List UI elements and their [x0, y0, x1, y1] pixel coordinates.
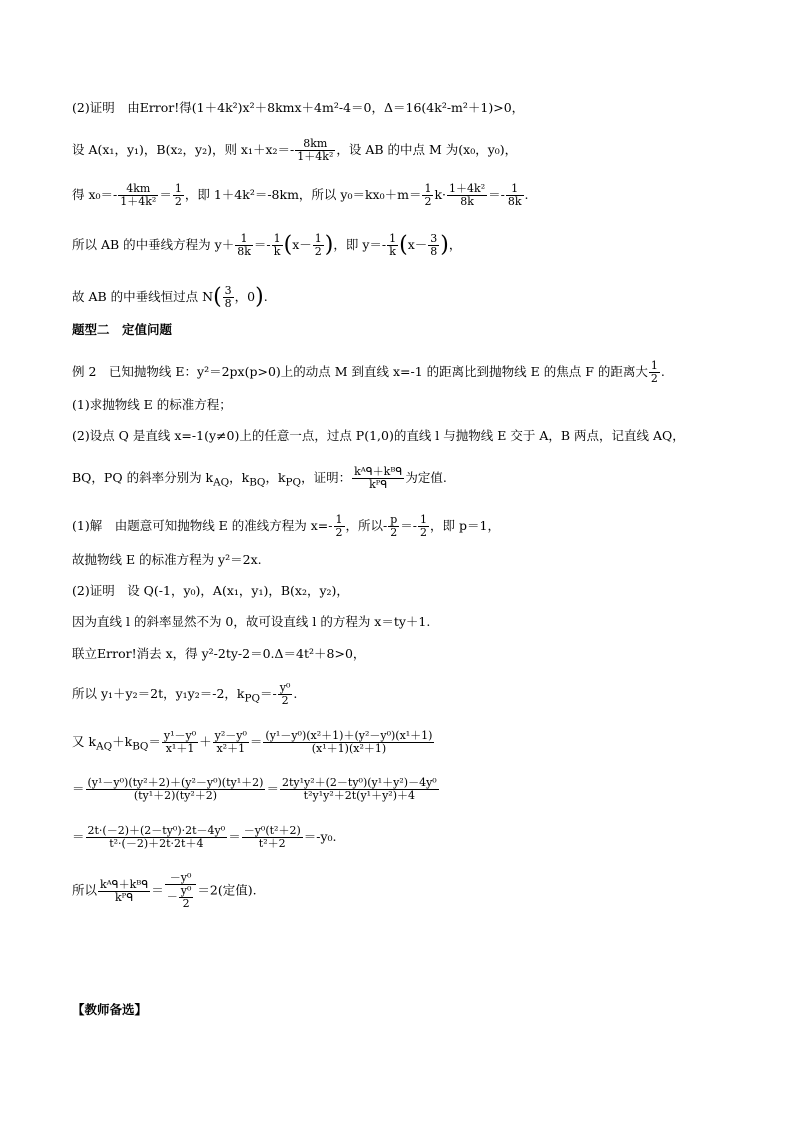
fraction [263, 730, 434, 755]
left-paren: ( [213, 284, 222, 310]
denominator: t²y¹y²＋2t(y¹＋y²)＋4 [303, 789, 415, 802]
solution-2-line-1 [72, 583, 349, 599]
denominator: k [389, 245, 396, 258]
denominator: 2 [174, 195, 182, 208]
text: (1)求抛物线 E 的标准方程； [72, 397, 232, 412]
denominator: t²·(－2)＋2t·2t＋4 [109, 837, 204, 850]
numerator: y⁰ [279, 681, 291, 694]
fraction [242, 825, 303, 850]
left-paren: ( [283, 232, 293, 258]
denominator: kᴾᑫ [369, 478, 388, 491]
denominator: 8 [224, 297, 232, 310]
text: . [293, 686, 298, 701]
proof-line-4 [72, 233, 461, 258]
numerator: y⁰ [180, 884, 192, 897]
text: 设 A(x₁，y₁)，B(x₂，y₂)，则 x₁＋x₂＝- [72, 142, 295, 157]
left-paren: ( [399, 232, 408, 258]
fraction [235, 233, 253, 258]
subscript: PQ [285, 476, 302, 489]
numerator: 3 [430, 232, 438, 245]
numerator: (y¹－y⁰)(ty²＋2)＋(y²－y⁰)(ty¹＋2) [87, 776, 264, 789]
fraction [387, 233, 398, 258]
fraction [295, 138, 335, 163]
text: ＝-y₀. [303, 829, 337, 844]
text: 得 x₀＝- [72, 187, 118, 202]
fraction [447, 183, 487, 208]
numerator: 1 [506, 183, 524, 196]
conclusion-line [72, 872, 257, 910]
solution-1-line-2 [72, 552, 262, 568]
numerator: kᴬᑫ＋kᴮᑫ [354, 465, 403, 478]
numerator: 1＋4k² [449, 182, 486, 195]
text: x－ [407, 237, 428, 252]
text: 所以 y₁＋y₂＝2t，y₁y₂＝-2，k [72, 686, 245, 701]
fraction [118, 183, 158, 208]
text: k· [434, 187, 447, 202]
numerator: kᴬᑫ＋kᴮᑫ [100, 877, 149, 891]
text: 故抛物线 E 的标准方程为 y²＝2x. [72, 552, 262, 567]
numerator: 1 [650, 359, 658, 372]
denominator: 8 [430, 245, 438, 258]
text: 因为直线 l 的斜率显然不为 0，故可设直线 l 的方程为 x＝ty＋1. [72, 614, 431, 629]
fraction [334, 514, 345, 539]
subscript: PQ [244, 692, 261, 705]
text: 又 k [72, 734, 97, 749]
text: ＝ [228, 829, 241, 844]
solution-2-line-3 [72, 646, 365, 662]
numerator: 1 [314, 232, 322, 245]
fraction [278, 682, 293, 707]
denominator: 1＋4k² [120, 195, 157, 208]
fraction [313, 233, 324, 258]
text: ＝2(定值). [197, 882, 257, 898]
numerator: 8km [295, 138, 335, 151]
numerator: 1 [389, 232, 397, 245]
section-heading [72, 322, 172, 338]
denominator: 8k [507, 195, 522, 208]
text: (2)设点 Q 是直线 x=-1(y≠0)上的任意一点，过点 P(1,0)的直线 l 与抛物线 E 交于 A，B 两点，记直线 AQ， [72, 428, 685, 443]
subscript: AQ [213, 476, 230, 489]
derivation-line-2 [72, 777, 440, 802]
proof-line-2 [72, 138, 517, 163]
denominator: 8k [460, 195, 474, 208]
proof-line-5 [72, 285, 268, 310]
text: (1)解 由题意可知抛物线 E 的准线方程为 x=- [72, 518, 333, 533]
text: ＋k [112, 734, 133, 749]
fraction [418, 514, 429, 539]
nested-fraction [165, 872, 197, 910]
numerator: y²－y⁰ [214, 729, 247, 742]
text: ＝ [249, 734, 263, 749]
text: ，即 y＝- [333, 237, 387, 252]
denominator: x¹＋1 [165, 742, 195, 755]
numerator: －y⁰(t²＋2) [243, 824, 301, 837]
text: 联立Error!消去 x，得 y²-2ty-2＝0.Δ＝4t²＋8>0， [72, 646, 366, 661]
fraction [428, 233, 439, 258]
fraction [422, 183, 433, 208]
question-2-line-1 [72, 428, 685, 444]
denominator: t²＋2 [258, 837, 286, 850]
text: 所以 AB 的中垂线方程为 y＋ [72, 237, 235, 252]
text: x－ [292, 237, 312, 252]
denominator: x²＋1 [216, 742, 246, 755]
denominator: 2 [314, 245, 322, 258]
text: 故 AB 的中垂线恒过点 N [72, 289, 214, 304]
text: 【教师备选】 [72, 1002, 148, 1017]
fraction [173, 183, 184, 208]
numerator: 3 [224, 284, 232, 297]
proof-line-3 [72, 183, 529, 208]
right-paren: ) [440, 232, 449, 258]
fraction [649, 360, 660, 385]
example-2-statement [72, 360, 665, 385]
text: 所以 [72, 882, 98, 898]
denominator: 2 [390, 526, 398, 539]
text: . [524, 187, 529, 202]
text: ＝ [72, 781, 85, 796]
text: . [263, 289, 268, 304]
numerator: 2ty¹y²＋(2－ty⁰)(y¹＋y²)－4y⁰ [281, 776, 437, 789]
solution-2-line-2 [72, 614, 430, 630]
text: ，k [229, 470, 250, 485]
fraction [213, 730, 249, 755]
numerator: 1 [235, 233, 253, 246]
solution-1-line-1 [72, 514, 500, 539]
text: ＝- [260, 686, 277, 701]
numerator: 2t·(－2)＋(2－ty⁰)·2t－4y⁰ [87, 824, 226, 837]
fraction [506, 183, 524, 208]
question-2-line-2 [72, 466, 447, 491]
teacher-backup-label [72, 1002, 147, 1018]
numerator: 1 [174, 182, 182, 195]
text: (2)证明 设 Q(-1，y₀)，A(x₁，y₁)，B(x₂，y₂)， [72, 583, 349, 598]
denominator: 2 [335, 526, 343, 539]
heading-text: 题型二 定值问题 [72, 322, 173, 337]
denominator: 2 [650, 372, 658, 385]
subscript: BQ [132, 740, 149, 753]
fraction [86, 825, 228, 850]
fraction [86, 777, 266, 802]
text: BQ，PQ 的斜率分别为 k [72, 470, 214, 485]
text: 例 2 已知抛物线 E：y²＝2px(p>0)上的动点 M 到直线 x=-1 的距离比到抛物线 E 的焦点 F 的距离大 [72, 364, 648, 379]
text: 为定值. [405, 470, 447, 485]
denominator: 8k [237, 245, 251, 258]
fraction [272, 233, 283, 258]
text: ＝- [253, 237, 271, 252]
text: ＝- [400, 518, 418, 533]
derivation-line-1 [72, 730, 435, 755]
denominator: 2 [424, 195, 432, 208]
numerator: p [390, 513, 398, 526]
denominator: kᴾᑫ [115, 890, 134, 904]
fraction [280, 777, 439, 802]
text: ，0 [234, 289, 256, 304]
fraction [388, 514, 399, 539]
text: ，设 AB 的中点 M 为(x₀，y₀)， [336, 142, 518, 157]
subscript: BQ [249, 476, 266, 489]
subscript: AQ [96, 740, 113, 753]
derivation-line-3 [72, 825, 337, 850]
denominator: 2 [281, 694, 289, 707]
text: ＝- [488, 187, 505, 202]
numerator: y¹－y⁰ [163, 729, 197, 742]
solution-2-line-4 [72, 682, 297, 707]
text: ，k [265, 470, 286, 485]
numerator: 1 [273, 232, 281, 245]
denominator: (x¹＋1)(x²＋1) [311, 742, 387, 755]
fraction [162, 730, 198, 755]
denominator [165, 885, 197, 910]
denominator: 1＋4k² [297, 150, 334, 163]
numerator: 1 [420, 513, 428, 526]
denominator: (ty¹＋2)(ty²＋2) [133, 789, 218, 802]
fraction [352, 466, 404, 491]
numerator: －y⁰ [165, 872, 197, 885]
text: ，证明： [301, 470, 352, 485]
fraction [98, 879, 150, 904]
proof-line-1 [72, 100, 524, 116]
text: ，所以- [345, 518, 388, 533]
right-paren: ) [255, 284, 264, 310]
fraction [179, 885, 194, 910]
text: ＝ [151, 882, 164, 898]
text: (2)证明 由Error!得(1＋4k²)x²＋8kmx＋4m²-4＝0，Δ＝16(4k²-m²＋1)>0， [72, 100, 525, 115]
right-paren: ) [324, 232, 334, 258]
numerator: 4km [118, 183, 158, 196]
numerator: 1 [335, 513, 343, 526]
numerator: (y¹－y⁰)(x²＋1)＋(y²－y⁰)(x¹＋1) [265, 729, 433, 742]
text: . [660, 364, 665, 379]
text: ＝ [148, 734, 161, 749]
denominator: 2 [182, 897, 190, 910]
text: ， [448, 237, 462, 252]
text: ＋ [199, 734, 212, 749]
numerator: 1 [424, 182, 432, 195]
text: ＝ [266, 781, 279, 796]
text: ，即 p＝1， [430, 518, 500, 533]
text: ＝ [159, 187, 172, 202]
denominator: k [273, 245, 281, 258]
fraction [223, 285, 234, 310]
question-1 [72, 397, 232, 413]
denominator: 2 [420, 526, 428, 539]
text: － [166, 890, 178, 904]
text: ＝ [72, 829, 85, 844]
text: ，即 1＋4k²＝-8km，所以 y₀＝kx₀＋m＝ [184, 187, 422, 202]
